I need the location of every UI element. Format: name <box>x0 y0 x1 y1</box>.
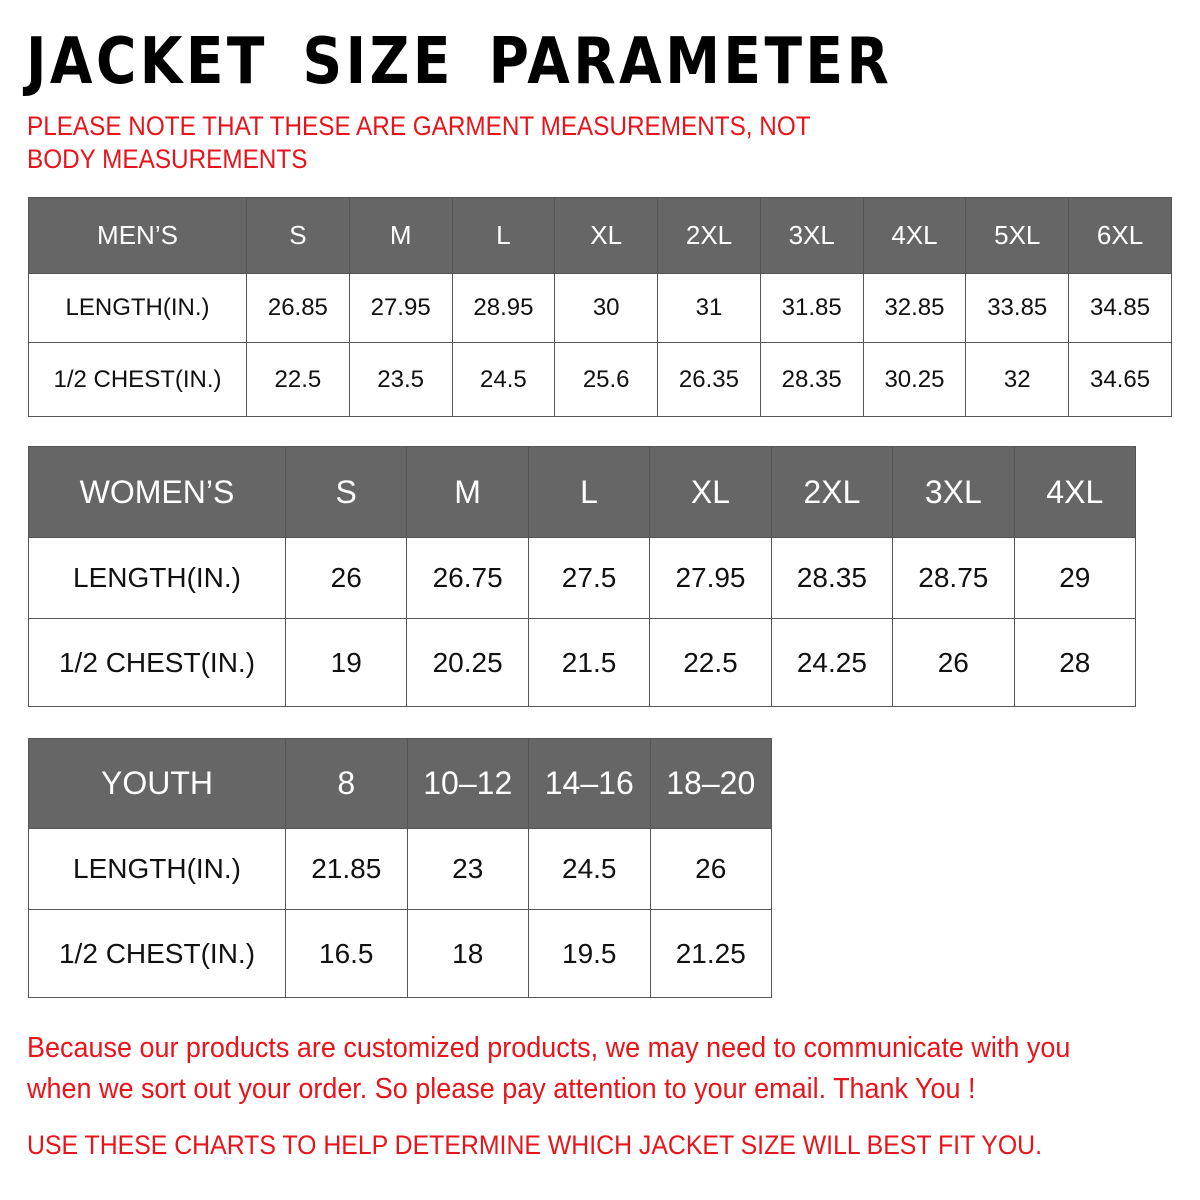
mens-row-label: 1/2 CHEST(IN.) <box>29 343 247 417</box>
mens-row <box>29 274 1172 343</box>
womens-cell: 27.5 <box>528 538 649 619</box>
mens-size-header: S <box>247 198 350 274</box>
mens-cell: 28.95 <box>452 274 555 343</box>
mens-cell: 31 <box>658 274 761 343</box>
womens-size-header: XL <box>650 447 771 538</box>
mens-cell: 23.5 <box>349 343 452 417</box>
youth-cell: 19.5 <box>529 910 651 998</box>
womens-size-header: M <box>407 447 528 538</box>
youth-category-header: YOUTH <box>29 739 286 829</box>
size-guide-note: USE THESE CHARTS TO HELP DETERMINE WHICH JACKET SIZE WILL BEST FIT YOU. <box>27 1130 1042 1160</box>
mens-size-header: M <box>349 198 452 274</box>
womens-cell: 26 <box>893 619 1014 707</box>
womens-size-table <box>28 446 1136 707</box>
mens-cell: 32 <box>966 343 1069 417</box>
youth-cell: 18 <box>407 910 529 998</box>
mens-cell: 22.5 <box>247 343 350 417</box>
youth-size-table <box>28 738 772 998</box>
youth-cell: 23 <box>407 829 529 910</box>
mens-row <box>29 343 1172 417</box>
youth-cell: 24.5 <box>529 829 651 910</box>
womens-cell: 19 <box>286 619 407 707</box>
mens-category-header: MEN’S <box>29 198 247 274</box>
womens-size-header: S <box>286 447 407 538</box>
womens-cell: 28.35 <box>771 538 892 619</box>
youth-cell: 21.25 <box>650 910 772 998</box>
mens-cell: 32.85 <box>863 274 966 343</box>
measurement-note: PLEASE NOTE THAT THESE ARE GARMENT MEASUREMENTS, NOT BODY MEASUREMENTS <box>27 111 811 174</box>
youth-size-header: 14–16 <box>529 739 651 829</box>
womens-cell: 27.95 <box>650 538 771 619</box>
page-title: JACKET SIZE PARAMETER <box>26 25 893 99</box>
mens-row-label: LENGTH(IN.) <box>29 274 247 343</box>
mens-cell: 27.95 <box>349 274 452 343</box>
mens-size-table <box>28 197 1172 417</box>
youth-cell: 26 <box>650 829 772 910</box>
womens-row <box>29 538 1136 619</box>
mens-size-header: 2XL <box>658 198 761 274</box>
mens-size-header: 5XL <box>966 198 1069 274</box>
mens-cell: 31.85 <box>760 274 863 343</box>
womens-row-label: 1/2 CHEST(IN.) <box>29 619 286 707</box>
youth-row <box>29 910 772 998</box>
mens-cell: 24.5 <box>452 343 555 417</box>
youth-size-header: 18–20 <box>650 739 772 829</box>
womens-cell: 29 <box>1014 538 1135 619</box>
mens-size-header: XL <box>555 198 658 274</box>
womens-size-header: 2XL <box>771 447 892 538</box>
mens-cell: 34.85 <box>1069 274 1172 343</box>
womens-cell: 28.75 <box>893 538 1014 619</box>
womens-row-label: LENGTH(IN.) <box>29 538 286 619</box>
womens-size-header: 4XL <box>1014 447 1135 538</box>
mens-cell: 25.6 <box>555 343 658 417</box>
mens-cell: 26.85 <box>247 274 350 343</box>
mens-cell: 33.85 <box>966 274 1069 343</box>
youth-cell: 21.85 <box>286 829 408 910</box>
womens-cell: 20.25 <box>407 619 528 707</box>
womens-cell: 26.75 <box>407 538 528 619</box>
mens-size-header: 3XL <box>760 198 863 274</box>
womens-cell: 22.5 <box>650 619 771 707</box>
womens-cell: 21.5 <box>528 619 649 707</box>
youth-row-label: 1/2 CHEST(IN.) <box>29 910 286 998</box>
youth-header-row <box>29 739 772 829</box>
youth-cell: 16.5 <box>286 910 408 998</box>
mens-header-row <box>29 198 1172 274</box>
mens-cell: 30.25 <box>863 343 966 417</box>
womens-size-header: 3XL <box>893 447 1014 538</box>
womens-category-header: WOMEN’S <box>29 447 286 538</box>
mens-size-header: L <box>452 198 555 274</box>
mens-size-header: 4XL <box>863 198 966 274</box>
womens-header-row <box>29 447 1136 538</box>
mens-cell: 34.65 <box>1069 343 1172 417</box>
womens-cell: 28 <box>1014 619 1135 707</box>
mens-size-header: 6XL <box>1069 198 1172 274</box>
womens-cell: 24.25 <box>771 619 892 707</box>
youth-row-label: LENGTH(IN.) <box>29 829 286 910</box>
mens-cell: 28.35 <box>760 343 863 417</box>
youth-size-header: 8 <box>286 739 408 829</box>
youth-size-header: 10–12 <box>407 739 529 829</box>
womens-size-header: L <box>528 447 649 538</box>
womens-row <box>29 619 1136 707</box>
youth-row <box>29 829 772 910</box>
mens-cell: 26.35 <box>658 343 761 417</box>
womens-cell: 26 <box>286 538 407 619</box>
mens-cell: 30 <box>555 274 658 343</box>
customization-notice: Because our products are customized products, we may need to communicate with you when we sort out your order. So please pay attention to your email. Thank You ! <box>27 1032 1071 1105</box>
